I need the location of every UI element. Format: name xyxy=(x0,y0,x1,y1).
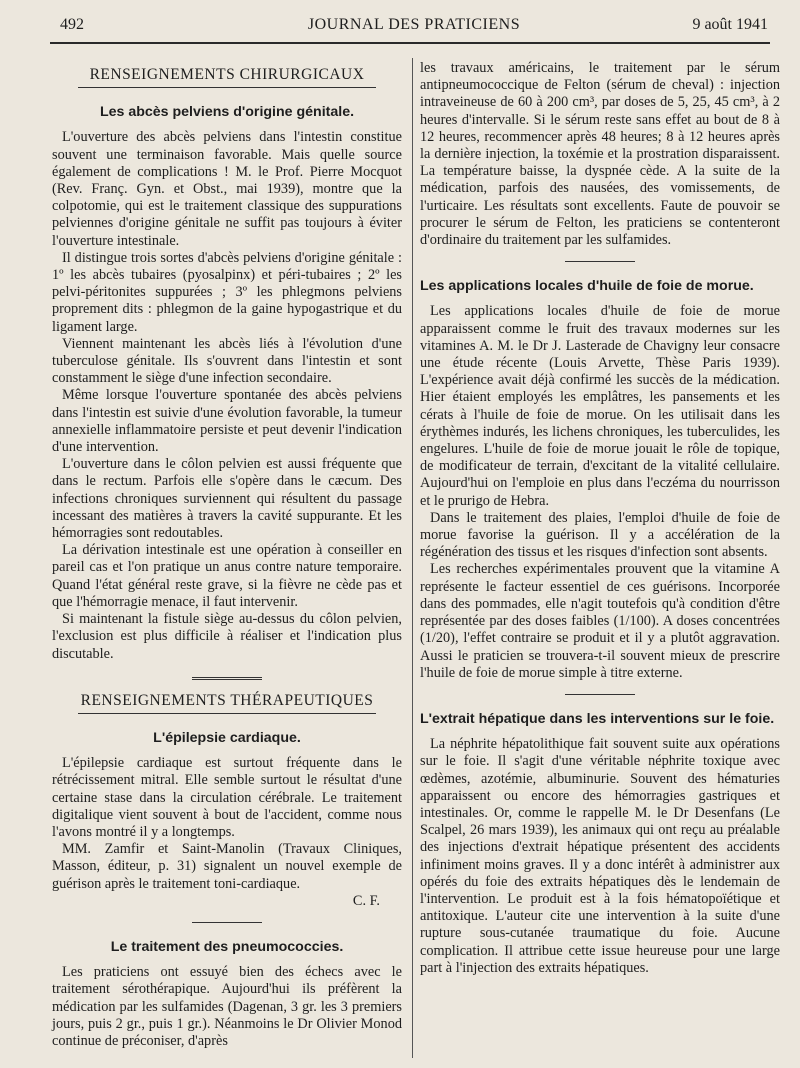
article-title-pelvic-abscess: Les abcès pelviens d'origine génitale. xyxy=(99,104,355,121)
paragraph: Les applications locales d'huile de foie de morue apparaissent comme le fruit des travaux modernes sur les vitamines A. M. le Dr J. Lasterade de Chavigny leur consacre une étude récente (Louis Arvette, Thèse Paris 1939). L'expérience avait déjà confirmé les succès de la médication. Hier étaient employés les emplâtres, les pansements et les cérats à l'huile de foie de morue. On les utilisait dans les érythèmes indurés, les lichens chroniques, les tuberculides, les engelures. L'huile de foie de morue jouait le rôle de topique, de modificateur de terrain, d'excitant de la vitalité cellulaire. Aujourd'hui on l'emploie en plus dans l'eczéma du nourrisson et le prurigo de Hebra. xyxy=(420,303,780,509)
issue-date: 9 août 1941 xyxy=(692,16,768,33)
column-divider xyxy=(412,58,413,1058)
paragraph: La dérivation intestinale est une opération à conseiller en pareil cas et l'on pratique un anus contre nature temporaire. Quand l'état général reste grave, si la fièvre ne cède pas et que l'hémorragie menace, il faut intervenir. xyxy=(52,542,402,610)
section-heading-surgical: RENSEIGNEMENTS CHIRURGICAUX xyxy=(78,66,376,88)
paragraph: Même lorsque l'ouverture spontanée des abcès pelviens dans l'intestin est suivie d'une évolution favorable, la tumeur annexielle inflammatoire persiste et peut devenir l'indication d'une intervention. xyxy=(52,387,402,456)
left-column xyxy=(52,60,402,1050)
header-rule xyxy=(50,42,770,44)
right-column xyxy=(420,60,780,977)
paragraph: L'ouverture dans le côlon pelvien est aussi fréquente que dans le rectum. Parfois elle s'opère dans le cæcum. Des infections chroniques surviennent qui résultent du passage incessant des matières à travers la cavité suppurante. Et les hémorragies sont redoutables. xyxy=(52,456,402,542)
paragraph: Il distingue trois sortes d'abcès pelviens d'origine génitale : 1º les abcès tubaires (pyosalpinx) et péri-tubaires ; 2º les pelvi-péritonites suppurées ; 3º les phlegmons pelviens proprement dits : phlegmon de la gaine hypogastrique et du ligament large. xyxy=(52,249,402,335)
paragraph-continued: les travaux américains, le traitement par le sérum antipneumococcique de Felton (sérum de cheval) : injection intraveineuse de 60 à 200 cm³, par doses de 5, 25, 45 cm³, à 2 heures d'intervalle. Si le sérum reste sans effet au bout de 8 à 12 heures, recommencer après 48 heures; 8 à 12 heures après la dernière injection, la toxémie et la prostration disparaissent. La température baisse, la dyspnée cède. A la suite de la médication, parfois des nausées, des vomissements, de l'urticaire. Les résultats sont excellents. Faute de pouvoir se procurer le sérum de Felton, les praticiens se contenteront d'ordinaire du traitement par les sulfamides. xyxy=(420,60,780,249)
article-separator xyxy=(565,261,635,262)
author-signature: C. F. xyxy=(352,892,380,909)
paragraph: Dans le traitement des plaies, l'emploi d'huile de foie de morue favorise la guérison. Il y a accélération de la régénération des tissus et les risques d'infection sont absents. xyxy=(420,509,780,561)
paragraph: L'épilepsie cardiaque est surtout fréquente dans le rétrécissement mitral. Elle semble surtout le résultat d'une certaine stase dans la circulation cérébrale. Le traitement digitalique vient souvent à bout de l'accident, comme nous l'avons montré il y a longtemps. xyxy=(52,755,402,840)
paragraph: Les praticiens ont essuyé bien des échecs avec le traitement sérothérapique. Aujourd'hui ils préfèrent la médication par les sulfamides (Dagenan, 3 gr. les 3 premiers jours, puis 2 gr., puis 1 gr.). Néanmoins le Dr Olivier Monod continue de préconiser, d'après xyxy=(52,964,402,1049)
article-separator xyxy=(565,694,635,695)
paragraph: MM. Zamfir et Saint-Manolin (Travaux Cliniques, Masson, éditeur, p. 31) signalent un nouvel exemple de guérison après le traitement toni-cardiaque. xyxy=(52,841,402,892)
section-heading-therapeutic: RENSEIGNEMENTS THÉRAPEUTIQUES xyxy=(78,692,376,714)
paragraph: La néphrite hépatolithique fait souvent suite aux opérations sur le foie. Il s'agit d'une véritable néphrite toxique avec œdèmes, azotémie, albuminurie. Souvent des hématuries apparaissent ou encore des hémorragies gastriques et intestinales. Or, comme le rappelle M. le Dr Desenfans (Le Scalpel, 26 mars 1939), les animaux qui ont reçu au préalable des injections d'extrait hépatique présentent des accidents infiniment moins graves. Il y a donc intérêt à administrer aux opérés du foie des extraits hépatiques dès le lendemain de l'intervention. Le produit est à la fois hématopoïétique et antitoxique. L'auteur cite une intervention à la suite d'une rupture sous-cutanée traumatique du foie. Aucune complication. Il attribue cette issue heureuse pour une large part à l'injection des extraits hépatiques. xyxy=(420,736,780,976)
paragraph: Les recherches expérimentales prouvent que la vitamine A représente le facteur essentiel de ces guérisons. Incorporée dans des pommades, elle n'agit toutefois qu'à condition d'être représentée par des doses faibles (1/100). A doses concentrées (1/20), l'effet contraire se produit et il y a plutôt aggravation. Aussi le praticien se trouvera-t-il souvent mieux de prescrire l'huile de foie de morue simple à titre externe. xyxy=(420,561,780,681)
article-title-cod-liver-oil: Les applications locales d'huile de foie de morue. xyxy=(420,278,754,295)
section-separator xyxy=(192,677,262,680)
article-title-cardiac-epilepsy: L'épilepsie cardiaque. xyxy=(153,729,301,746)
paragraph: Si maintenant la fistule siège au-dessus du côlon pelvien, l'exclusion est plus difficile à réaliser et l'indication plus discutable. xyxy=(52,611,402,662)
article-title-pneumococcies: Le traitement des pneumococcies. xyxy=(110,938,344,955)
paragraph: L'ouverture des abcès pelviens dans l'intestin constitue souvent une terminaison favorable. Mais quelle source également de complications ! M. le Prof. Pierre Mocquot (Rev. Franç. Gyn. et Obst., mai 1939), montre que la colpotomie, qui est le traitement classique des suppurations pelviennes d'origine génitale ne suffit pas toujours à éviter l'ouverture intestinale. xyxy=(52,129,402,249)
journal-title: JOURNAL DES PRATICIENS xyxy=(307,16,521,33)
article-title-liver-extract: L'extrait hépatique dans les interventions sur le foie. xyxy=(420,710,775,727)
running-head xyxy=(58,16,770,42)
article-separator xyxy=(192,922,262,923)
paragraph: Viennent maintenant les abcès liés à l'évolution d'une tuberculose génitale. Ils s'ouvrent dans l'intestin et sont constamment le siège d'une infection secondaire. xyxy=(52,335,402,387)
page-number: 492 xyxy=(60,16,84,33)
